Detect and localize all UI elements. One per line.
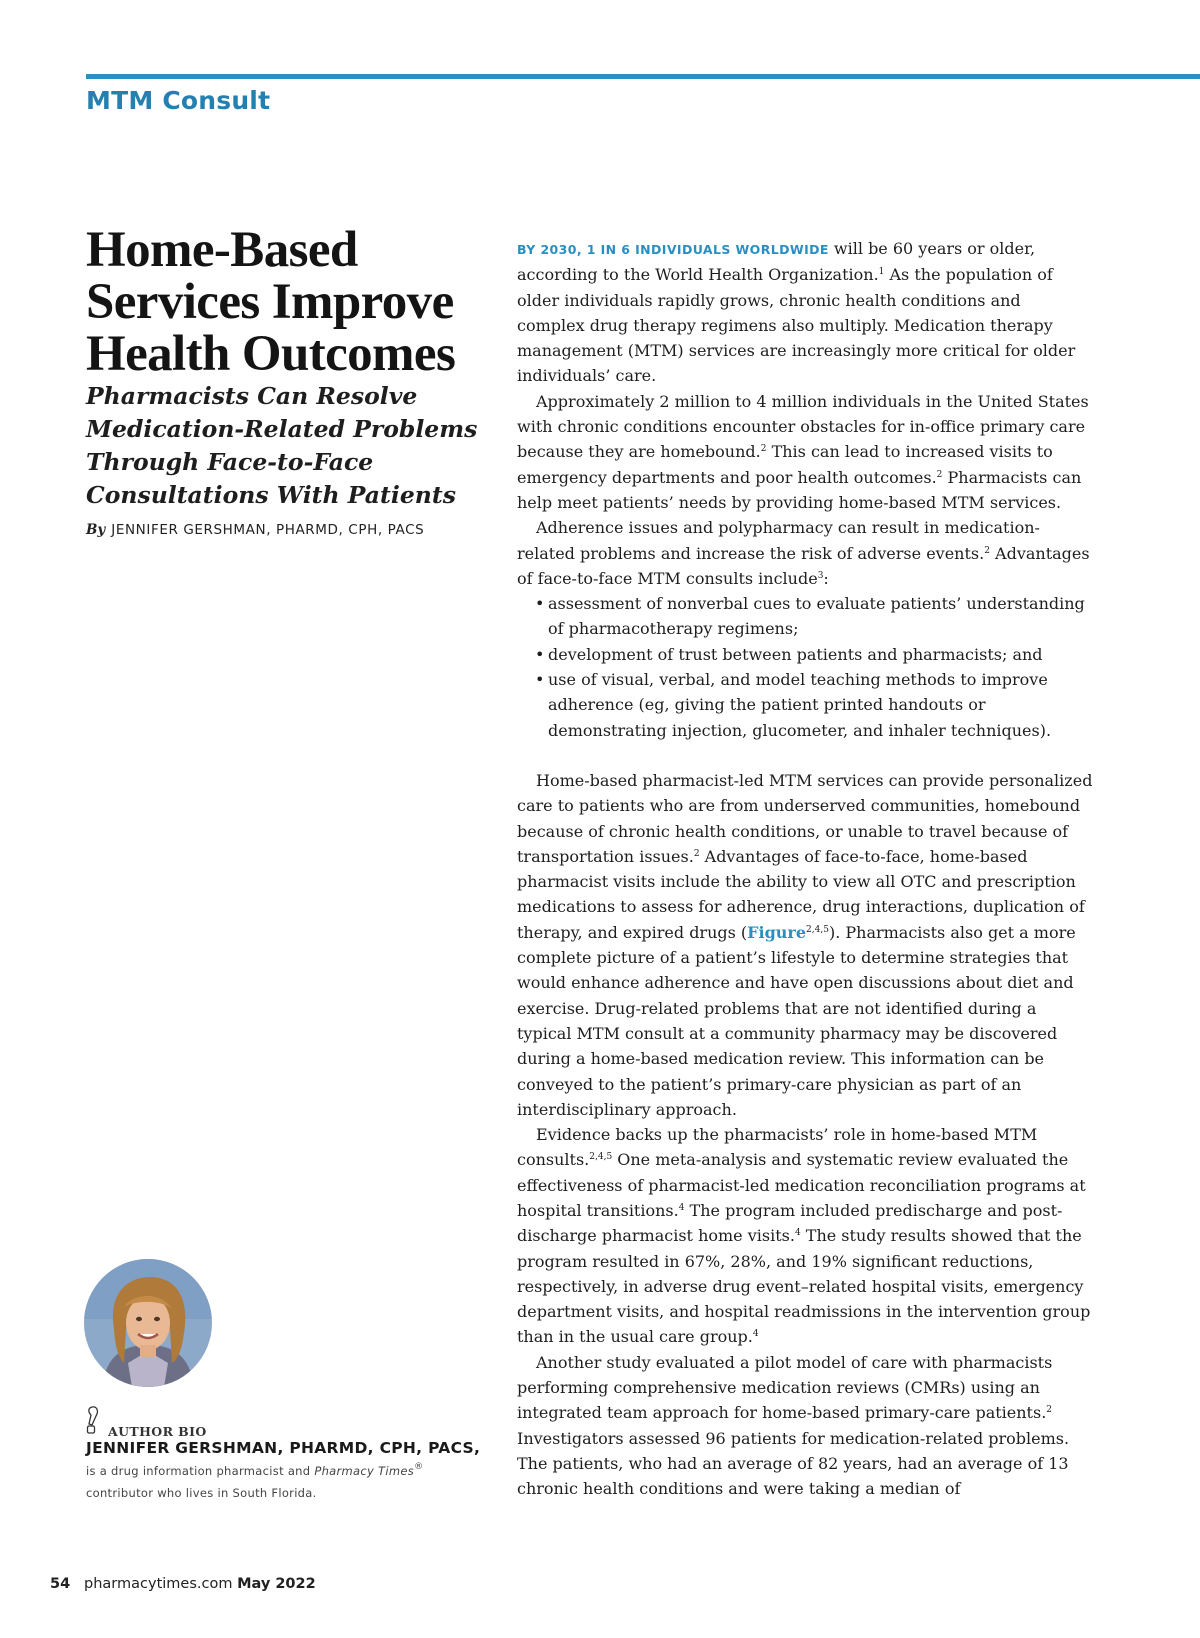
body-paragraph bbox=[517, 1122, 1093, 1350]
advantages-list bbox=[517, 591, 1093, 743]
footnote-ref: 4 bbox=[752, 1329, 759, 1340]
paragraph-text: Adherence issues and polypharmacy can result in medication-related problems and increase the risk of adverse events. bbox=[517, 518, 1040, 563]
body-paragraph bbox=[517, 389, 1093, 515]
paragraph-text: This can lead to increased visits to emergency departments and poor health outcomes. bbox=[517, 442, 1053, 487]
paragraph-text: One meta-analysis and systematic review evaluated the effectiveness of pharmacist-led medication reconciliation programs at hospital transitions. bbox=[517, 1150, 1086, 1220]
paragraph-text: Investigators assessed 96 patients for medication-related problems. The patients, who had an average of 82 years, had an average of 13 chronic health conditions and were taking a median of bbox=[517, 1428, 1070, 1499]
footnote-ref: 2,4,5 bbox=[806, 924, 829, 935]
paragraph-text: As the population of older individuals rapidly grows, chronic health conditions and complex drug therapy regimens also multiply. Medication therapy management (MTM) services are increasingly more critical for older individuals’ care. bbox=[517, 265, 1076, 386]
title-line: Health Outcomes bbox=[86, 326, 456, 382]
footnote-ref: 2,4,5 bbox=[589, 1152, 613, 1163]
pen-icon bbox=[84, 1405, 102, 1439]
list-item: • assessment of nonverbal cues to evaluate patients’ understanding of pharmacotherapy regimens; bbox=[548, 591, 1093, 642]
article-subtitle bbox=[86, 380, 477, 512]
footnote-ref: 3 bbox=[817, 570, 824, 581]
article-body bbox=[517, 236, 1093, 1502]
footnote-ref: 2 bbox=[936, 469, 943, 480]
paragraph-text: Another study evaluated a pilot model of care with pharmacists performing comprehensive medication reviews (CMRs) using an integrated team approach for home-based primary-care patients. bbox=[517, 1352, 1053, 1423]
figure-link[interactable]: Figure bbox=[747, 922, 807, 942]
footnote-ref: 2 bbox=[1046, 1405, 1053, 1416]
footnote-ref: 2 bbox=[693, 848, 700, 859]
author-photo bbox=[84, 1259, 212, 1387]
byline bbox=[86, 522, 424, 538]
paragraph-text: The program included predischarge and post-discharge pharmacist home visits. bbox=[517, 1200, 1063, 1246]
paragraph-text: Advantages of face-to-face, home-based pharmacist visits include the ability to view all OTC and prescription medications to assess for adherence, drug interactions, duplication of therapy, and expired drugs ( bbox=[517, 846, 1085, 942]
paragraph-text: Approximately 2 million to 4 million individuals in the United States with chronic conditions encounter obstacles for in-office primary care because they are homebound. bbox=[517, 391, 1089, 462]
paragraph-text: will be 60 years or older, according to the World Health Organization. bbox=[517, 239, 1036, 285]
list-item: • development of trust between patients and pharmacists; and bbox=[548, 642, 1093, 667]
section-title: MTM Consult bbox=[86, 86, 271, 115]
body-paragraph bbox=[517, 515, 1093, 591]
paragraph-text: ). Pharmacists also get a more complete picture of a patient’s lifestyle to determine strategies that would enhance adherence and have open discussions about diet and exercise. Drug-related problems that are not identified during a typical MTM consult at a community pharmacy may be discovered during a home-based medication review. This information can be conveyed to the patient’s primary-care physician as part of an interdisciplinary approach. bbox=[517, 922, 1076, 1119]
footnote-ref: 2 bbox=[760, 444, 767, 455]
article-title bbox=[86, 224, 455, 380]
footnote-ref: 4 bbox=[678, 1202, 685, 1213]
list-item: • use of visual, verbal, and model teaching methods to improve adherence (eg, giving the patient printed handouts or demonstrating injection, glucometer, and inhaler techniques). bbox=[548, 667, 1093, 743]
publication-name: Pharmacy Times bbox=[314, 1464, 415, 1478]
body-paragraph bbox=[517, 236, 1093, 389]
subtitle-line: Consultations With Patients bbox=[86, 481, 456, 509]
subtitle-line: Pharmacists Can Resolve bbox=[86, 382, 418, 410]
byline-author: JENNIFER GERSHMAN, PHARMD, CPH, PACS bbox=[111, 522, 425, 538]
byline-prefix: By bbox=[86, 522, 106, 538]
paragraph-text: Advantages of face-to-face MTM consults include bbox=[517, 543, 1090, 588]
author-bio-text bbox=[86, 1437, 486, 1504]
paragraph-text: Home-based pharmacist-led MTM services can provide personalized care to patients who are from underserved communities, homebound because of chronic health conditions, or unable to travel because of transportation issues. bbox=[517, 770, 1093, 866]
author-bio-heading bbox=[84, 1405, 207, 1439]
subtitle-line: Through Face-to-Face bbox=[86, 448, 374, 476]
page-number: 54 bbox=[50, 1576, 71, 1592]
author-bio-name: JENNIFER GERSHMAN, PHARMD, CPH, PACS, bbox=[86, 1439, 481, 1457]
paragraph-text: Pharmacists can help meet patients’ needs by providing home-based MTM services. bbox=[517, 467, 1082, 512]
page-footer bbox=[50, 1576, 316, 1592]
footnote-ref: 2 bbox=[984, 545, 990, 556]
title-line: Home-Based bbox=[86, 222, 358, 278]
footnote-ref: 1 bbox=[878, 267, 885, 278]
paragraph-text: : bbox=[823, 568, 829, 588]
body-paragraph bbox=[517, 768, 1093, 1122]
footnote-ref: 4 bbox=[794, 1228, 801, 1239]
lead-in: BY 2030, 1 IN 6 INDIVIDUALS WORLDWIDE bbox=[517, 242, 829, 257]
footer-issue: May 2022 bbox=[237, 1576, 316, 1592]
bio-text: contributor who lives in South Florida. bbox=[86, 1486, 317, 1500]
registered-mark: ® bbox=[414, 1462, 424, 1472]
body-paragraph bbox=[517, 1350, 1093, 1502]
header-rule bbox=[86, 74, 1200, 79]
paragraph-text: The study results showed that the program resulted in 67%, 28%, and 19% significant reductions, respectively, in adverse drug event–related hospital visits, emergency department visits, and hospital readmissions in the intervention group than in the usual care group. bbox=[517, 1226, 1091, 1347]
bio-text: is a drug information pharmacist and bbox=[86, 1464, 315, 1478]
footer-site: pharmacytimes.com bbox=[84, 1576, 233, 1592]
title-line: Services Improve bbox=[86, 274, 454, 330]
paragraph-text: Evidence backs up the pharmacists’ role in home-based MTM consults. bbox=[517, 1125, 1038, 1170]
author-bio-label: AUTHOR BIO bbox=[108, 1424, 207, 1439]
subtitle-line: Medication-Related Problems bbox=[86, 415, 478, 443]
